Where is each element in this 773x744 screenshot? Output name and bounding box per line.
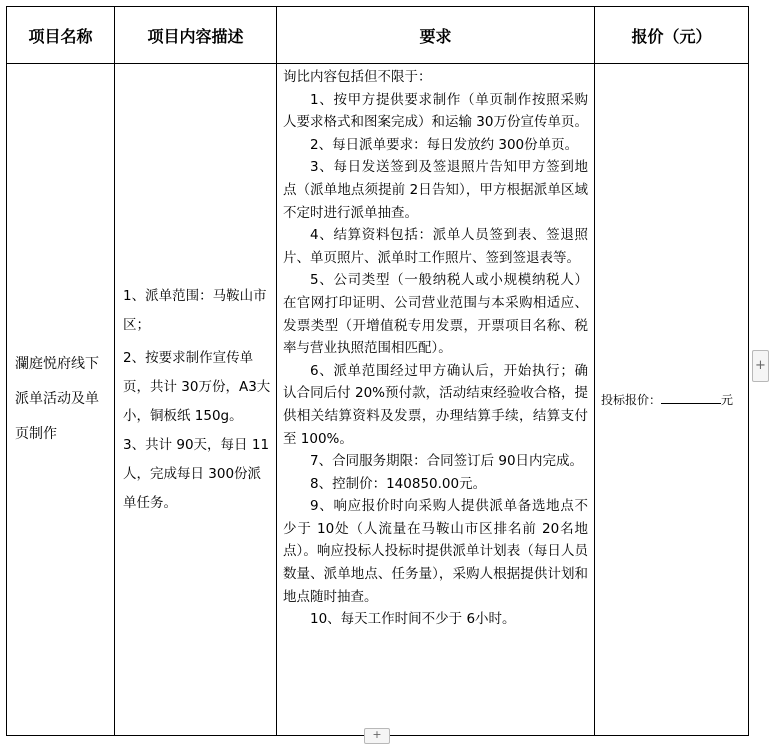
requirement-item: 7、合同服务期限：合同签订后 90日内完成。 (310, 453, 584, 470)
requirement-item: 1、按甲方提供要求制作（单页制作按照采购人要求格式和图案完成）和运输 30万份宣传单页。 (283, 91, 588, 131)
requirement-item: 10、每天工作时间不少于 6小时。 (310, 611, 516, 628)
requirements-cell (277, 64, 595, 736)
requirement-item: 4、结算资料包括：派单人员签到表、签退照片、单页照片、派单时工作照片、签到签退表等。 (283, 227, 588, 266)
project-name-cell (7, 64, 115, 736)
header-project-description: 项目内容描述 (115, 7, 277, 64)
project-description-cell (115, 64, 277, 736)
requirement-item: 8、控制价：140850.00元。 (310, 475, 487, 492)
price-unit: 元 (721, 393, 734, 407)
header-price: 报价（元） (595, 7, 749, 64)
requirement-item: 6、派单范围经过甲方确认后，开始执行；确认合同后付 20%预付款，活动结束经验收合格，提供相关结算资料及发票，办理结算手续，结算支付至 100%。 (283, 362, 588, 447)
table-row (7, 64, 749, 736)
procurement-table (6, 6, 749, 736)
add-column-plus-icon[interactable]: + (752, 350, 769, 382)
requirement-item: 2、每日派单要求：每日发放约 300份单页。 (310, 136, 579, 153)
description-item: 1、派单范围：马鞍山市区； (123, 287, 267, 333)
bid-price-blank[interactable] (661, 391, 721, 404)
requirement-item: 9、响应报价时向采购人提供派单备选地点不少于 10处（人流量在马鞍山市区排名前 20名地点）。响应投标人投标时提供派单计划表（每日人员数量、派单地点、任务量），采购人根据提供计划和地点随时抽查。 (283, 498, 588, 605)
description-item: 2、按要求制作宣传单页，共计 30万份，A3大小，铜板纸 150g。 (123, 349, 271, 424)
header-row (7, 7, 749, 64)
add-row-plus-icon[interactable]: + (364, 728, 390, 744)
project-name: 瀾庭悦府线下派单活动及单页制作 (15, 356, 99, 442)
description-item: 3、共计 90天，每日 11人，完成每日 300份派单任务。 (123, 436, 270, 511)
requirements-intro: 询比内容包括但不限于： (283, 69, 432, 85)
header-requirements: 要求 (277, 7, 595, 64)
header-project-name: 项目名称 (7, 7, 115, 64)
requirement-item: 3、每日发送签到及签退照片告知甲方签到地点（派单地点须提前 2日告知），甲方根据派单区域不定时进行派单抽查。 (283, 159, 588, 221)
bid-price-label: 投标报价： (601, 393, 662, 407)
price-cell (595, 64, 749, 736)
requirement-item: 5、公司类型（一般纳税人或小规模纳税人）在官网打印证明、公司营业范围与本采购相适应、发票类型（开增值税专用发票，开票项目名称、税率与营业执照范围相匹配）。 (283, 272, 588, 357)
